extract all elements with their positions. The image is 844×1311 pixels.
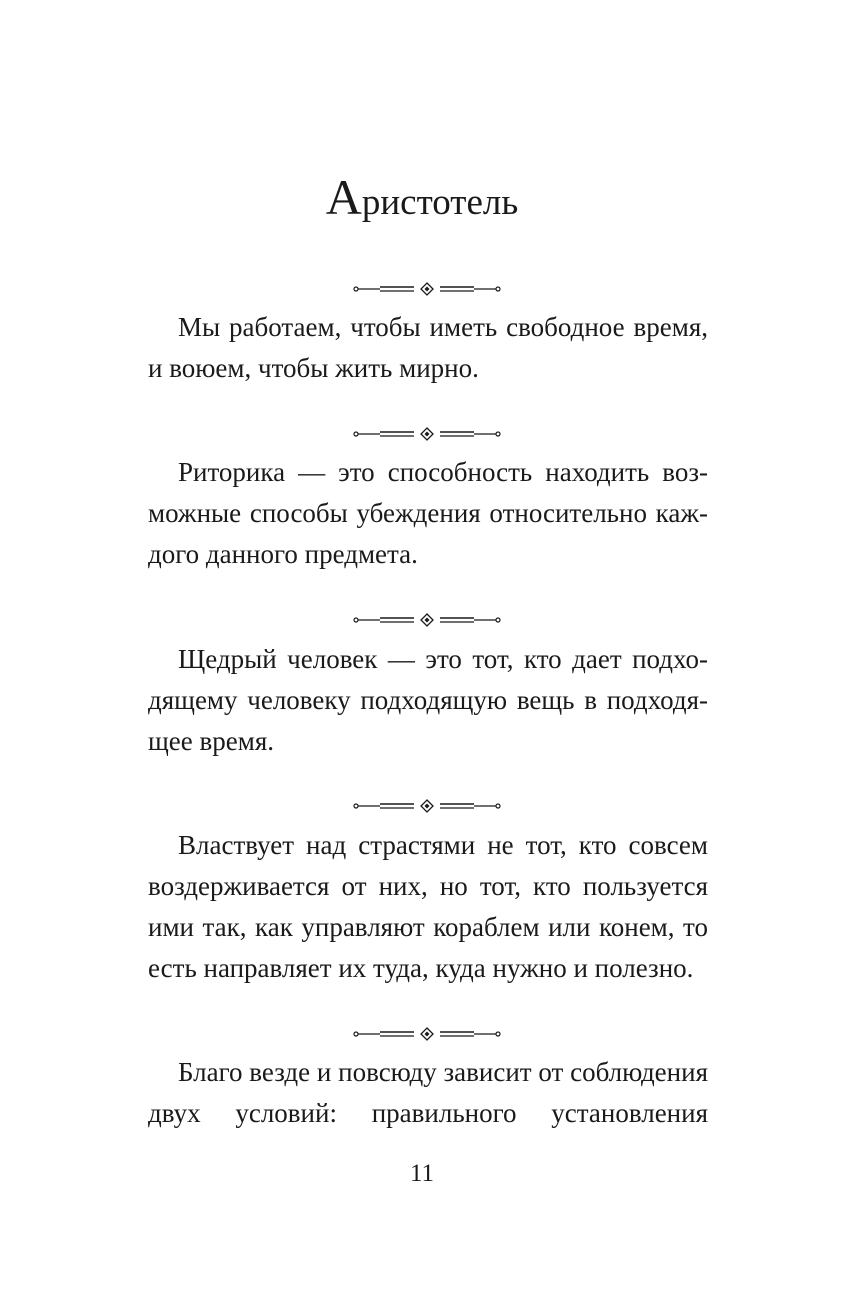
quote-2: Риторика — это способность находить возможные способы убеждения относительно каждого данного предмета.: [148, 457, 708, 569]
quote-5: Благо везде и повсюду зависит от соблюдения двух условий: правильного установления: [148, 1057, 708, 1128]
page-title: [0, 165, 844, 235]
page-number: 11: [409, 1160, 435, 1187]
ornamental-divider-icon: [352, 282, 502, 296]
title-initial: А: [325, 169, 362, 225]
ornamental-divider-icon: [352, 799, 502, 813]
title-rest: ристотель: [361, 182, 519, 223]
ornamental-divider-icon: [352, 427, 502, 441]
quote-3: Щедрый человек — это тот, кто дает подходящему человеку подходящую вещь в подходящее время.: [148, 644, 708, 756]
ornamental-divider-icon: [352, 1027, 502, 1041]
quote-1: Мы работаем, чтобы иметь свободное время, и воюем, чтобы жить мирно.: [148, 312, 708, 383]
ornamental-divider-icon: [352, 613, 502, 627]
quote-4: Властвует над страстями не тот, кто совсем воздерживается от них, но тот, кто пользуется ими так, как управляют кораблем или конем, то есть направляет их туда, куда нужно и полезно.: [148, 830, 708, 983]
